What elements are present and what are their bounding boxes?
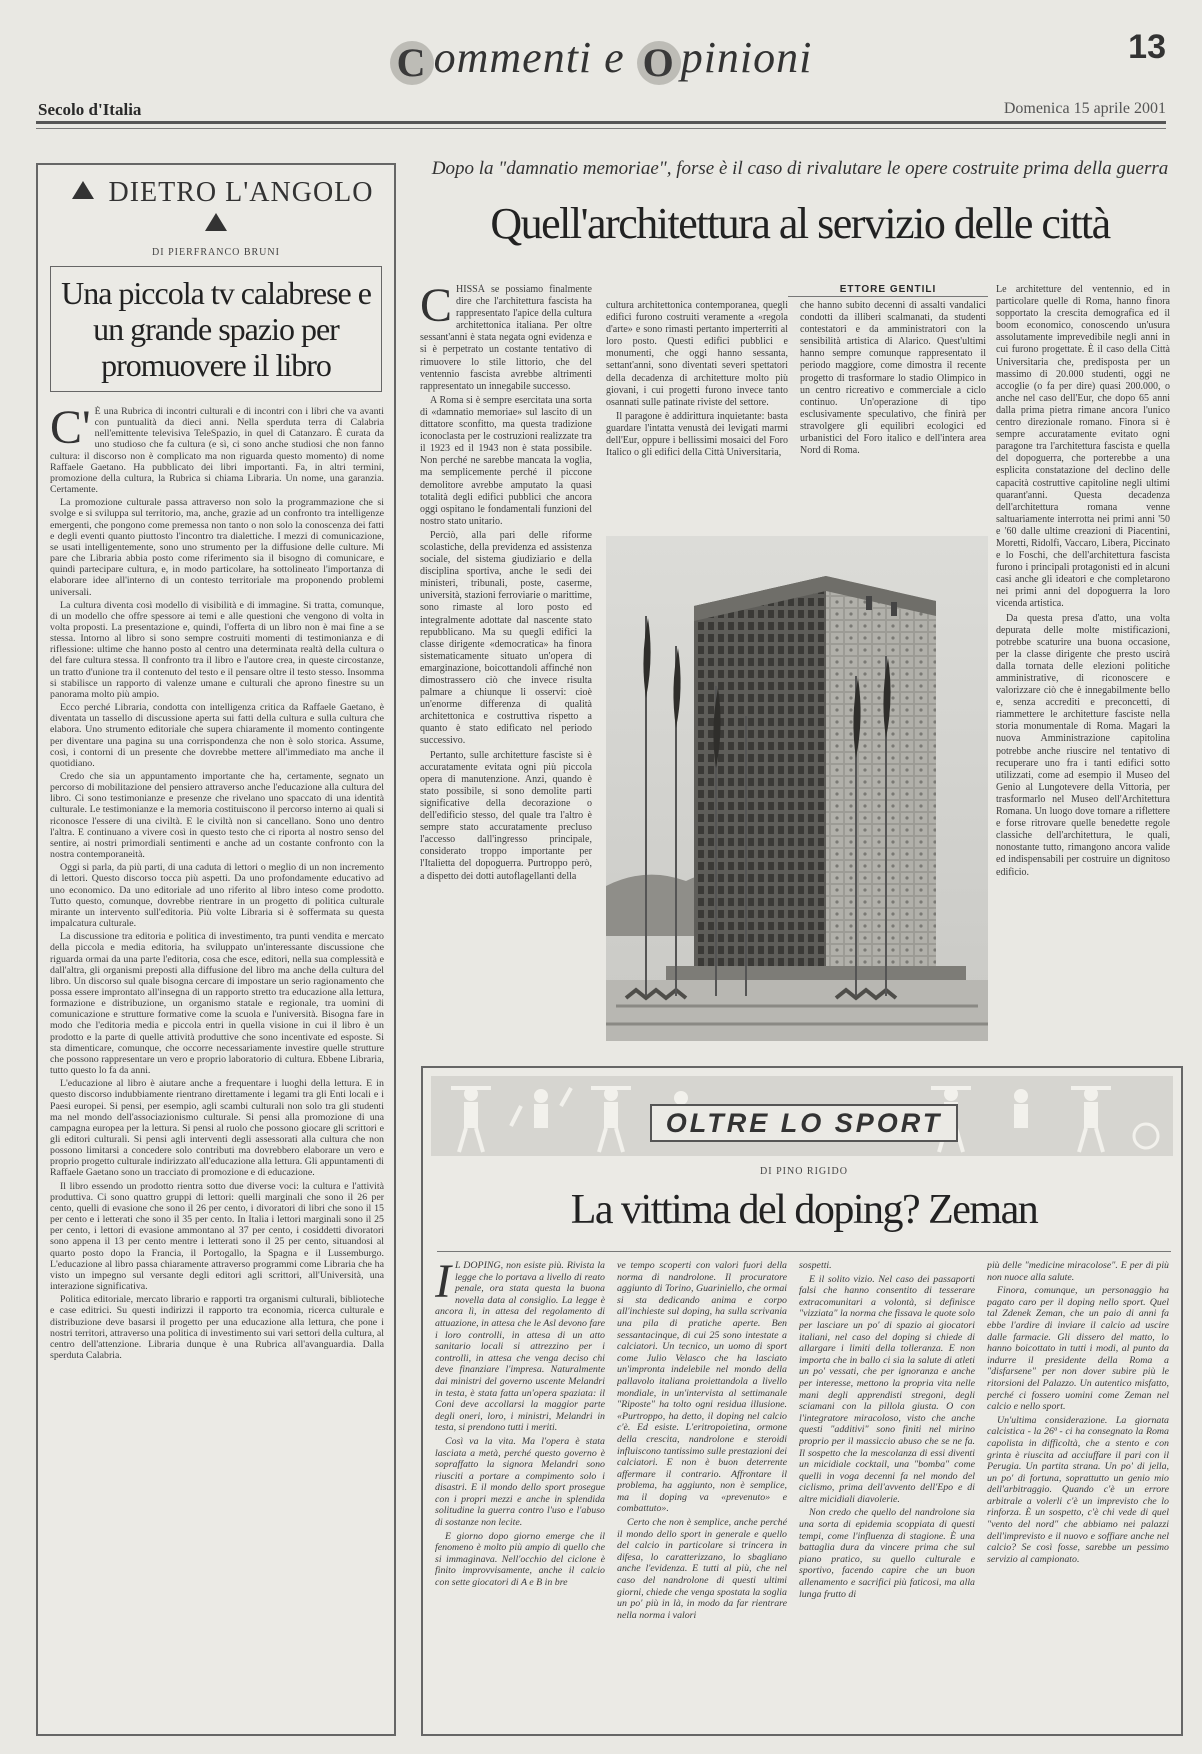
author-area xyxy=(606,284,988,297)
sport-rule xyxy=(437,1251,1171,1252)
left-dropcap: C' xyxy=(50,406,91,454)
article-paragraph: che hanno subito decenni di assalti vandalici condotti da illiberi scalmanati, da studenti contestatori e da amministratori con la sensibilità artistica di Alarico. Quest'ultimi hanno sempre comunque rappresentato il periodo maggiore, come dimostra il recente progetto di trasformare lo stadio Olimpico in un centro ricreativo e commerciale a ciclo continuo. Un'operazione di tipo esclusivamente speculativo, che finirà per stravolgere gli equilibri ecologici ed urbanistici del Foro italico e dell'intera area Nord di Roma. xyxy=(800,300,986,457)
left-paragraph: Politica editoriale, mercato librario e rapporti tra organismi culturali, biblioteche e case editrici. Su questi indirizzi il rapporto tra economia, ricerca culturale e distribuzione deve basarsi il progetto per una educazione alla lettura, che pone i nostri territori, attraverso una politica di investimento sui vari settori della cultura, al centro dell'attenzione. Libraria dunque è una Rubrica all'avanguardia. Dalla sperduta Calabria. xyxy=(50,1294,384,1361)
left-paragraph: Oggi si parla, da più parti, di una caduta di lettori o meglio di un non incremento di lettori. Questo discorso tocca più aspetti. Da uno profondamente educativo ad uno economico. Da uno editoriale ad uno riferito al libro inteso come prodotto. Tutto questo, comunque, dovrebbe rientrare in un progetto di politica culturale mirante un intervento sull'editoria. Più volte Libraria si è soffermata su questa impalcatura culturale. xyxy=(50,862,384,930)
article-col-1 xyxy=(420,284,592,1046)
left-paragraph: La cultura diventa così modello di visibilità e di immagine. Si tratta, comunque, di un modello che offre spessore ai temi e alle questioni che vengono di volta in volta proposti. La presentazione e, quindi, l'offerta di un libro non è mai fine a se stessa. Intorno al libro si sono sempre costruiti momenti di testimonianza e di riflessione: ultime che hanno posto al centro una determinata realtà della cultura o del fare cultura stessa. Il confronto tra il libro e l'autore crea, in queste circostanze, un tratto d'unione tra il contenuto del testo e il pensare oltre il testo stesso. Insomma si stabilisce un rapporto di valenze umane e culturali che aprono finestre su un panorama molto più ampio. xyxy=(50,599,384,700)
article-paragraph: cultura architettonica contemporanea, quegli edifici furono costruiti veramente a «regola d'arte» e sono rimasti pertanto imperterriti al loro posto. Questi edifici pubblici e monumenti, che oggi hanno sessanta, settant'anni, sono diventati severi spettatori della decadenza di architetture molto più giovani, i cui progetti furono invece tanto osannati sulle patinate riviste del settore. xyxy=(606,300,788,408)
sport-column-title xyxy=(423,1108,1185,1139)
header-rule-thin xyxy=(36,128,1166,129)
triangle-icon xyxy=(72,181,94,199)
sport-col-4 xyxy=(987,1260,1169,1730)
column-title-text: DIETRO L'ANGOLO xyxy=(108,177,374,208)
sport-col-1 xyxy=(435,1260,605,1730)
triangle-icon xyxy=(205,213,227,231)
column-byline: DI PIERFRANCO BRUNI xyxy=(152,247,280,258)
left-article-body xyxy=(50,406,384,1676)
header-rule xyxy=(36,121,1166,124)
sport-dropcap: I xyxy=(435,1260,451,1308)
article-headline: Quell'architettura al servizio delle città xyxy=(490,199,1110,248)
left-paragraph: Il libro essendo un prodotto rientra sotto due diverse voci: la cultura e l'attività produttiva. Ci sono quattro gruppi di lettori: quelli marginali che sono il 26 per cento, quelli di evasione che sono il 26 per cento, i divoratori di libri che sono il 15 per cento e i letterati che sono il 35 per cento. In Italia i lettori marginali sono il 25 per cento, i lettori di evasione ammontano al 37 per cento, i cosiddetti divoratori sono appena il 13 per cento mentre i letterati sono il 25 per cento, situandosi al quarto posto dopo la Francia, il Portogallo, la Spagna e il Lussemburgo. L'educazione al libro passa chiaramente attraverso programmi come Libraria che ha visto un impegno sul versante degli editori agli scrittori, all'Università, una interazione significativa. xyxy=(50,1180,384,1293)
article-paragraph: A Roma si è sempre esercitata una sorta di «damnatio memoriae» sul lascito di un dittatore sconfitto, ma questa tradizione iconoclasta per le costruzioni realizzate tra il 1923 ed il 1943 non è stata possibile. Non perché ne sarebbe mancata la voglia, ma semplicemente perché il piccone demolitore avrebbe amputato la quasi totalità degli edifici pubblici che ancora oggi ospitano le fondamentali funzioni del nostro stato unitario. xyxy=(420,394,592,527)
sport-paragraph: sospetti. xyxy=(799,1260,832,1271)
left-paragraph: Ecco perché Libraria, condotta con intelligenza critica da Raffaele Gaetano, è diventata un tassello di discussione aperta sui fatti della cultura e sulla cultura che elabora. Uno strumento editoriale che supera chiaramente il momento contingente per diventare una pagina su una corrispondenza che non è solo storica. Assume, così, i contorni di un presente che dovrebbe mettere all'immediato ma anche il quotidiano. xyxy=(50,702,384,769)
article-paragraph: Il paragone è addirittura inquietante: basta guardare l'intatta venustà dei levigati marmi dell'Eur, oppure i bellissimi mosaici del Foro Italico o gli edifici della Città Universitaria, xyxy=(606,410,788,459)
sport-paragraph: più delle "medicine miracolose". E per di più non nuoce alla salute. xyxy=(987,1260,1169,1283)
column-title xyxy=(38,177,394,241)
article-kicker: Dopo la "damnatio memoriae", forse è il caso di rivalutare le opere costruite prima della guerra xyxy=(431,158,1169,179)
article-col-2 xyxy=(606,300,788,532)
section-title-word2: pinioni xyxy=(680,33,813,82)
sport-paragraph: Così va la vita. Ma l'opera è stata lasciata a metà, perché questo governo è sopraffatto la signora Melandri sono riusciti a portare a compimento solo i disastri. E il mondo dello sport prosegue con i propri mezzi e anche in splendida solitudine la guerra contro l'uso e l'abuso di sostanze non lecite. xyxy=(435,1435,605,1529)
article-dropcap: C xyxy=(420,284,453,332)
page-number: 13 xyxy=(1128,28,1166,66)
section-title-cap2: O xyxy=(637,41,681,85)
sport-box xyxy=(421,1066,1183,1736)
article-paragraph: HISSÀ se possiamo finalmente dire che l'architettura fascista ha rappresentato l'apice della cultura architettonica italiana. Per oltre sessant'anni è stata negata ogni evidenza e si è perpetrato un costante tentativo di rimuovere lo stile littorio, che del ventennio fascista avrebbe altrimenti rappresentato un innegabile successo. xyxy=(420,284,592,392)
article-author: ETTORE GENTILI xyxy=(788,284,988,297)
paper-name: Secolo d'Italia xyxy=(38,100,142,119)
left-paragraph: L'educazione al libro è aiutare anche a frequentare i luoghi della lettura. E in questo discorso indubbiamente rientrano direttamente i legami tra gli Enti locali e i Paesi europei. Si pensi, per esempio, agli scambi culturali non solo tra gli studenti ma nel mondo dell'associazionismo culturale. Si pensi alla promozione di una campagna europea per la lettura. Si pensi al ruolo che possono giocare gli scrittori e gli editori culturali. Si pensi agli interventi degli assessorati alla cultura che non possono limitarsi a concedere solo contributi ma dovrebbero elaborare un vero e proprio progetto culturale indirizzato all'educazione alla lettura. Gli appuntamenti di Raffaele Gaetano sono un tracciato di promozione e di educazione. xyxy=(50,1078,384,1179)
sport-paragraph: Un'ultima considerazione. La giornata calcistica - la 26ª - ci ha consegnato la Roma capolista in difficoltà, che a stento e con grinta è riuscita ad acciuffare il pari con il Perugia. Un partita strana. Un po' di jella, un po' di fortuna, soprattutto un genio mio dell'arbitraggio. Quando c'è un errore arbitrale a volerli c'è un imprevisto che lo rinforza. È un sospetto, c'è chi vede di quel "vento del nord" che abbiamo nei palazzi dell'imprevisto e il nuovo e soffiare anche nel calcio? Se così fosse, sarebbe un pessimo servizio al campionato. xyxy=(987,1414,1169,1565)
left-paragraph: Credo che sia un appuntamento importante che ha, certamente, segnato un percorso di mobilitazione del pensiero attraverso anche l'educazione alla cultura del libro. Ci sono testimonianze e presenze che rivelano uno spaccato di una identità culturale. Le testimonianze e la memoria costituiscono il percorso interno ai quali si riconosce l'essere di una civiltà. E le civiltà non si cancellano. Sono uno dentro l'altra. E continuano a vivere così in questo testo che ci riporta al nostro senso del sentire, ai nostri primordiali sentimenti e anche ad un costante confronto con la nostra contemporaneità. xyxy=(50,771,384,861)
sport-paragraph: ve tempo scoperti con valori fuori della norma di nandrolone. Il procuratore aggiunto di Torino, Guariniello, che ormai si sta dedicando anima e corpo all'inchieste sul doping, ha sulla scrivania una pila di pratiche aperte. Ben sessantacinque, di cui 25 sono intestate a calciatori. Un tecnico, un uomo di sport come Julio Velasco che ha lasciato un'impronta indelebile nel mondo della pallavolo italiana proiettandola a livello mondiale, in un'intervista al settimanale "Riposte" ha tolto ogni residua illusione. «Purtroppo, ha detto, il doping nel calcio c'è. Ed esiste. L'eritropoietina, ormone della crescita, nandrolone e steroidi influiscono tantissimo sulle prestazioni dei calciatori. E non è buon deterrente affermare il contrario. Affrontare il problema, ha aggiunto, non è semplice, ma il doping va «prevenuto» e combattuto». xyxy=(617,1260,787,1515)
sport-paragraph: Finora, comunque, un personaggio ha pagato caro per il doping nello sport. Quel tal Zdenek Zeman, che un paio di anni fa ebbe l'ardire di inviare il calcio ad uscire dalle farmacie. Gli dissero del matto, lo hanno boicottato in tutti i modi, al punto da indurre il presidente della Roma a "disfarsene" per non dover subire più le ritorsioni del Palazzo. Un autentico misfatto, perché ci fossero uomini come Zeman nel calcio e nello sport. xyxy=(987,1285,1169,1413)
left-headline: Una piccola tv calabrese e un grande spazio per promuovere il libro xyxy=(50,266,382,392)
sport-paragraph: E il solito vizio. Nel caso dei passaporti falsi che hanno consentito di tesserare extracomunitari a volontà, si definisce "vizziata" la norma che fissava le quote solo per lasciare un po' di spazio ai giocatori italiani, nel caso del doping si chiede di allargare i limiti della tolleranza. E non importa che in ballo ci sia la salute di atleti un po' vessati, che per ignoranza e anche per interesse, mettono la propria vita nelle mani degli apprendisti stregoni, degli sciamani con la pillola giusta. O con l'integratore miracoloso, visto che anche questi "additivi" sono finiti nel mirino proprio per il massiccio abuso che se ne fa. Il sospetto che la mescolanza di essi diventi un micidiale cocktail, una "bomba" come quelli in voga decenni fa nel mondo del ciclismo, prima dell'avvento dell'Epo e di altre micidiali diavolerie. xyxy=(799,1273,975,1505)
article-col-4 xyxy=(996,284,1170,1046)
sport-paragraph: E giorno dopo giorno emerge che il fenomeno è molto più ampio di quello che si immaginava. Nell'occhio del ciclone è finito improvvisamente, anche il calcio con sette giocatori di A e B in bre xyxy=(435,1530,605,1589)
sport-column-title-text: OLTRE LO SPORT xyxy=(650,1104,959,1142)
sport-paragraph: Certo che non è semplice, anche perché il mondo dello sport in generale e quello del calcio in particolare si trincera in difesa, lo caratterizzano, lo sbagliano anche l'evidenza. E tutti al più, che nel caso del nandrolone di questi ultimi giorni, chiede che venga spostata la soglia un po' più in là, in modo da far rientrare nella norma i valori xyxy=(617,1517,787,1621)
sport-col-3 xyxy=(799,1260,975,1730)
issue-date: Domenica 15 aprile 2001 xyxy=(1003,100,1166,117)
sport-byline: DI PINO RIGIDO xyxy=(760,1166,848,1177)
section-title-cap1: C xyxy=(390,41,434,85)
sport-headline: La vittima del doping? Zeman xyxy=(570,1187,1038,1233)
article-paragraph: Pertanto, sulle architetture fasciste si è accuratamente evitata ogni più piccola opera di manutenzione. Anzi, quando è stato possibile, si sono demolite parti significative della decorazione o dell'edificio stesso, del quale tra l'altro è sempre stato accuratamente precluso l'accesso dall'ingresso principale, considerato troppo importante per l'Italietta del dopoguerra. Purtroppo però, a dispetto dei dotti autoflagellanti della xyxy=(420,749,592,882)
article-photo xyxy=(606,536,988,1041)
article-paragraph: Perciò, alla pari delle riforme scolastiche, della previdenza ed assistenza sociale, del sistema giudiziario e della disciplina sportiva, anche le sedi dei ministeri, tribunali, poste, caserme, università, stazioni ferroviarie o marittime, sono rimaste al loro posto ed integralmente adottate dal nascente stato repubblicano. Ma su quegli edifici la classe dirigente «democratica» ha finora sistematicamente situato un'opera di emarginazione, boicottandoli affinché non dimostrassero ciò che invece risulta palmare a chiunque li osservi: cioè un'enorme differenza di qualità architettonica e costruttiva rispetto a quanto è stato edificato nel periodo successivo. xyxy=(420,529,592,747)
left-paragraph: È una Rubrica di incontri culturali e di incontri con i libri che va avanti con puntualità da dieci anni. Nella sperduta terra di Calabria nell'emittente televisiva TeleSpazio, in quel di Catanzaro. È curata da uno studioso che fa cultura (e sì, ci sono anche studiosi che non fanno cultura: il discorso non è complicato ma non riguarda questo momento) di nome Raffaele Gaetano. Ha pubblicato dei libri importanti. Fa, in altri termini, promozione della cultura, la Rubrica si chiama Libraria. Un nome, una garanzia. Certamente. xyxy=(50,406,384,496)
left-paragraph: La promozione culturale passa attraverso non solo la programmazione che si svolge e si sviluppa sul territorio, ma, anche, grazie ad un confronto tra intelligenze emergenti, che pongono come premessa non tanto o non solo la conoscenza dei fatti e degli eventi quanto piuttosto l'incontro tra dialettiche. I mezzi di comunicazione, se usati intelligentemente, sono uno strumento per la diffusione delle culture. Mi pare che Libraria abbia posto come riferimento sia il bisogno di comunicare, e quindi partecipare cultura, e, in modo particolare, ha sottolineato l'importanza di elaborare idee all'interno di un contesto territoriale ma proponendo problemi universali. xyxy=(50,497,384,598)
left-column-box xyxy=(36,163,396,1736)
sport-paragraph: L DOPING, non esiste più. Rivista la legge che lo portava a livello di reato penale, ora stata questa la buona novella data al consiglio. La legge è ancora lì, in attesa del regolamento di attuazione, in attesa che le Asl devono fare i loro controlli, in attesa di un atto sanitario locali si attrezzino per i controlli, in attesa che venga deciso chi deve finanziare l'impresa. Naturalmente dai ministri del governo uscente Melandri in testa, è stata fatta un'opera spaziata: il Coni deve accollarsi la maggior parte degli oneri, loro, i ministri, Melandri in testa, si prendono tutti i meriti. xyxy=(435,1260,605,1434)
sport-paragraph: Non credo che quello del nandrolone sia una sorta di epidemia scoppiata di questi tempi, come l'influenza di stagione. È una battaglia dura da vincere prima che sul piano pratico, su quello culturale e sportivo, facendo capire che un buon allenamento e sacrifici più faticosi, ma alla lunga frutto di xyxy=(799,1507,975,1600)
sport-col-2 xyxy=(617,1260,787,1730)
article-col-3 xyxy=(800,300,986,532)
building-photo-illustration xyxy=(606,536,988,1041)
section-title xyxy=(0,32,1202,85)
article-paragraph: Le architetture del ventennio, ed in particolare quelle di Roma, hanno finora sopportato la crescita demografica ed il boom economico, conoscendo un'usura assolutamente imprevedibile negli anni in cui furono progettate. È il caso della Città Universitaria che, predisposta per un massimo di 20.000 studenti, oggi ne accoglie (o fa per dire) quasi 200.000, o anche nel caso dell'Eur, che dopo 65 anni dalla prima pietra rimane ancora l'unico centro direzionale romano. Finora si è sempre accuratamente evitato ogni paragone tra l'architettura fascista e quella del dopoguerra, che porterebbe a una esplicita constatazione del declino delle capacità costruttive capitoline negli ultimi quarant'anni. Questa decadenza dell'architettura romana venne saltuariamente interrotta nei primi anni '50 e '60 dalle ultime creazioni di Piacentini, Moretti, Ridolfi, Vaccaro, Libera, Piccinato e lo Foschi, che dell'architettura fascista furono i principali protagonisti ed in alcuni casi anche gli ideatori e che completarono nei primi anni del dopoguerra la loro vicenda artistica. xyxy=(996,284,1170,610)
section-title-word1: ommenti e xyxy=(433,33,637,82)
left-paragraph: La discussione tra editoria e politica di investimento, tra punti vendita e mercato della piccola e media editoria, ha sviluppato un'interessante discussione che riguarda ormai da una parte l'editoria, cosa che esce, editori, nella sua complessità e dall'altra, gli organismi preposti alla diffusione del libro ma anche della cultura del libro. Un discorso sul quale bisogna cercare di impostare un serio ragionamento che possa essere improntato all'insegna di un rapporto stretto tra educazione alla lettura, formazione e distribuzione, un organismo statale e regionale, tra uomini di comunicazione e strutture formative come la scuola e l'università. Bisogna fare in modo che l'editoria media e piccola entri in quella visione in cui il libro è un prodotto e la parte di quelle attività produttive che sono incentivate ed esposte. Si sta dimenticare, comunque, che occorre necessariamente investire quelle strutture che possono rappresentare un vero e proprio laboratorio di cultura. Ebbene Libraria, tutto questo lo fa da anni. xyxy=(50,931,384,1077)
article-paragraph: Da questa presa d'atto, una volta depurata delle molte mistificazioni, potrebbe scaturire una buona occasione, per la classe dirigente che presto uscirà dalla tornata delle elezioni politiche amministrative, di riconoscere e valorizzare ciò che è innegabilmente bello e, senza accrediti e preconcetti, di riammettere le architetture fasciste nella storia monumentale di Roma. Magari la nuova Amministrazione capitolina potrebbe anche riuscire nel tentativo di recuperare uno fra i tanti edifici sotto utilizzati, come ad esempio il Museo del Genio al Lungotevere della Vittoria, per trasformarlo nel Museo dell'Architettura Romana. Un luogo dove tornare a riflettere e forse ritrovare quelle benedette regole classiche dell'architettura, le quali, nonostante tutto, rimangono ancora valide ed indispensabili per costruire un dignitoso edificio. xyxy=(996,612,1170,878)
